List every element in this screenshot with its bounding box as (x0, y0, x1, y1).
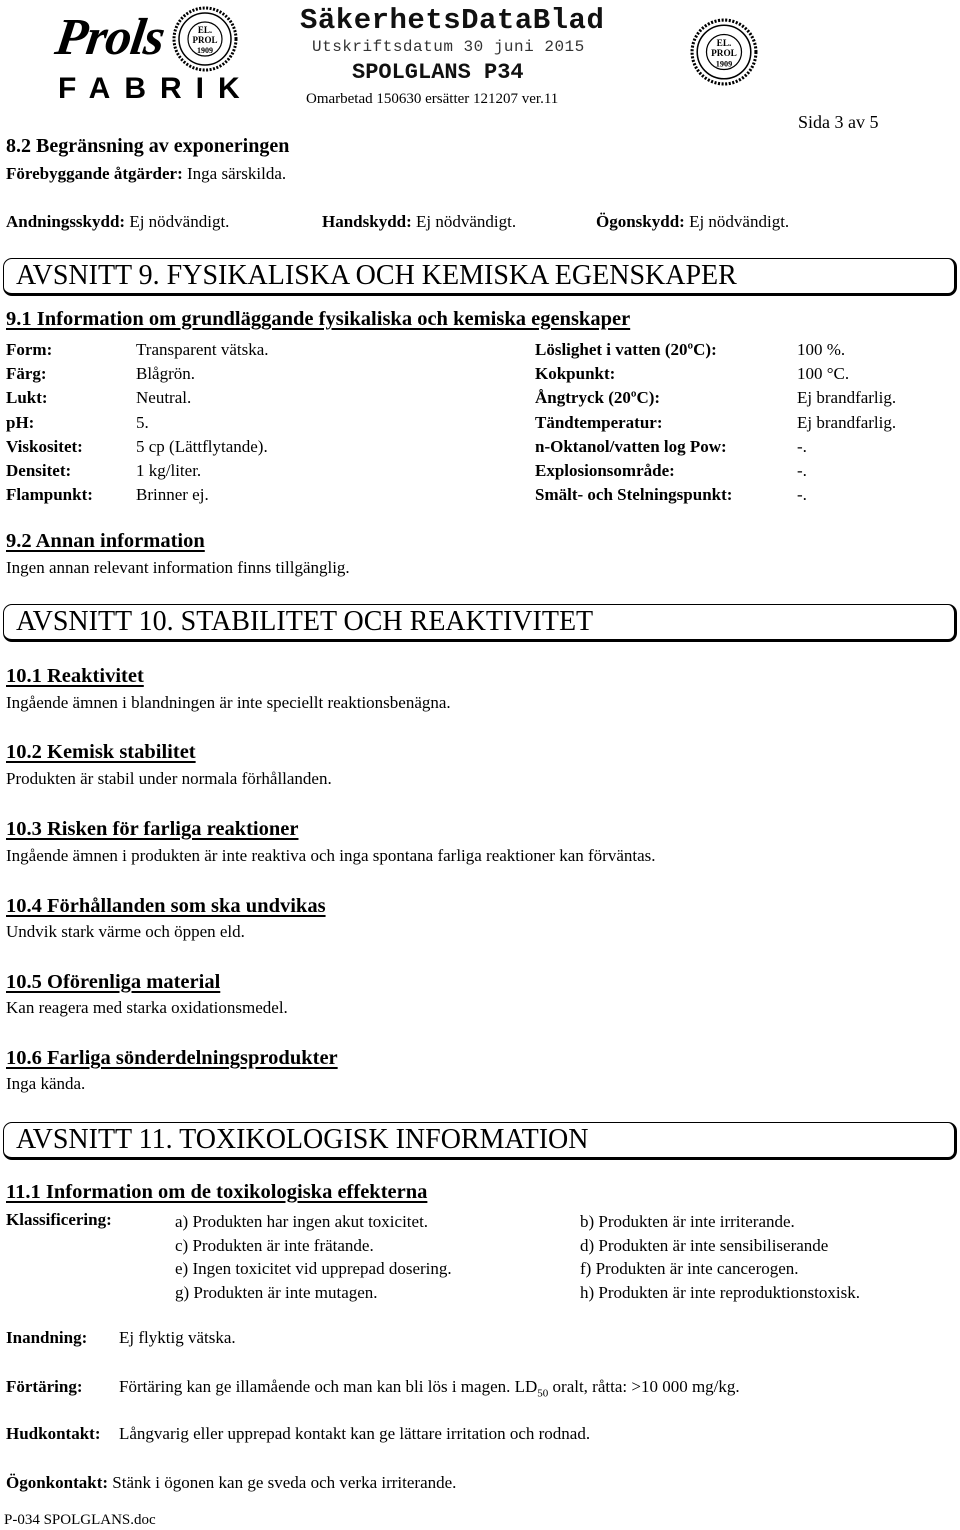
section-10-1-heading: 10.1 Reaktivitet (6, 665, 144, 687)
eye-protection-label: Ögonskydd: (596, 212, 685, 231)
document-title: SäkerhetsDataBlad (300, 4, 605, 37)
section-11-box (3, 1122, 957, 1160)
section-10-5-heading: 10.5 Oförenliga material (6, 971, 221, 993)
preventive-value: Inga särskilda. (187, 164, 287, 183)
property-row: Viskositet: 5 cp (Lättflytande). (6, 436, 268, 456)
eye-contact-value: Stänk i ögonen kan ge sveda och verka irriterande. (112, 1473, 457, 1492)
section-9-2-heading: 9.2 Annan information (6, 530, 205, 552)
classification-item: c) Produkten är inte frätande. (175, 1235, 374, 1255)
classification-item: g) Produkten är inte mutagen. (175, 1283, 378, 1303)
section-11-1-heading: 11.1 Information om de toxikologiska effekterna (6, 1181, 428, 1203)
section-9-title: AVSNITT 9. FYSIKALISKA OCH KEMISKA EGENSKAPER (16, 260, 737, 291)
seal-mid-text: PROL (711, 49, 737, 60)
hand-value: Ej nödvändigt. (416, 212, 517, 231)
property-row: Löslighet i vatten (20ºC): 100 %. (535, 340, 846, 359)
ingestion-label: Förtäring: (6, 1377, 83, 1396)
hand-protection (322, 212, 516, 232)
classification-list-left (175, 1210, 452, 1305)
preventive-measures-row (6, 164, 286, 184)
classification-item: a) Produkten har ingen akut toxicitet. (175, 1212, 429, 1231)
section-10-3-text: Ingående ämnen i produkten är inte reaktiva och inga spontana farliga reaktioner kan förväntas. (6, 846, 656, 865)
property-row: pH: 5. (6, 412, 149, 432)
eye-protection (596, 212, 789, 232)
property-row: Tändtemperatur: Ej brandfarlig. (535, 412, 897, 432)
property-row: Smält- och Stelningspunkt: -. (535, 485, 807, 505)
properties-right-column (535, 338, 955, 507)
property-row: Ångtryck (20ºC): Ej brandfarlig. (535, 388, 897, 408)
property-row: Explosionsområde: -. (535, 461, 807, 481)
company-seal-icon-right (690, 18, 758, 86)
section-10-2-text: Produkten är stabil under normala förhållanden. (6, 769, 332, 788)
classification-item: e) Ingen toxicitet vid upprepad dosering. (175, 1259, 452, 1279)
skin-contact-label: Hudkontakt: (6, 1424, 101, 1443)
section-10-6-heading: 10.6 Farliga sönderdelningsprodukter (6, 1047, 338, 1069)
property-row: Lukt: Neutral. (6, 388, 192, 408)
footer-filename: P-034 SPOLGLANS.doc (4, 1512, 156, 1528)
section-11-title: AVSNITT 11. TOXIKOLOGISK INFORMATION (16, 1124, 589, 1155)
respiratory-label: Andningsskydd: (6, 212, 126, 231)
property-row: Flampunkt: Brinner ej. (6, 485, 209, 505)
section-10-6-text: Inga kända. (6, 1074, 86, 1093)
brand-logo-script: Prols (51, 9, 168, 66)
seal-year-text: 1909 (197, 46, 213, 55)
company-seal-icon (172, 6, 238, 72)
property-row: Färg: Blågrön. (6, 364, 196, 384)
skin-contact-value: Långvarig eller upprepad kontakt kan ge lättare irritation och rodnad. (119, 1424, 591, 1443)
seal-mid-text: PROL (192, 35, 218, 45)
property-row: Form: Transparent vätska. (6, 340, 269, 359)
product-name: SPOLGLANS P34 (352, 60, 524, 85)
section-10-2-heading: 10.2 Kemisk stabilitet (6, 741, 196, 763)
skin-contact-row (6, 1424, 590, 1444)
section-10-box (3, 604, 957, 642)
revision-info: Omarbetad 150630 ersätter 121207 ver.11 (306, 91, 559, 107)
seal-top-text: EL. (716, 38, 732, 49)
section-10-1-text: Ingående ämnen i blandningen är inte speciellt reaktionsbenägna. (6, 693, 451, 712)
section-8-2-heading: 8.2 Begränsning av exponeringen (6, 135, 290, 157)
classification-item: h) Produkten är inte reproduktionstoxisk. (580, 1283, 860, 1303)
section-9-1-heading: 9.1 Information om grundläggande fysikaliska och kemiska egenskaper (6, 308, 631, 330)
preventive-label: Förebyggande åtgärder: (6, 164, 183, 183)
property-row: n-Oktanol/vatten log Pow: -. (535, 436, 807, 456)
seal-year-text: 1909 (715, 59, 733, 69)
ld50-subscript: 50 (537, 1387, 549, 1400)
print-date: Utskriftsdatum 30 juni 2015 (312, 38, 585, 56)
classification-list-right (580, 1210, 860, 1305)
section-10-3-heading: 10.3 Risken för farliga reaktioner (6, 818, 299, 840)
respiratory-protection (6, 212, 229, 232)
seal-top-text: EL. (197, 25, 213, 35)
section-10-title: AVSNITT 10. STABILITET OCH REAKTIVITET (16, 606, 594, 637)
ingestion-row (6, 1377, 740, 1399)
eye-protection-value: Ej nödvändigt. (689, 212, 790, 231)
property-row: Kokpunkt: 100 °C. (535, 364, 850, 384)
classification-item: d) Produkten är inte sensibiliserande (580, 1235, 829, 1255)
inhalation-label: Inandning: (6, 1328, 88, 1347)
ingestion-value: Förtäring kan ge illamående och man kan bli lös i magen. LD (119, 1377, 538, 1396)
classification-label: Klassificering: (6, 1210, 112, 1229)
respiratory-value: Ej nödvändigt. (129, 212, 230, 231)
properties-left-column (6, 338, 526, 507)
classification-item: f) Produkten är inte cancerogen. (580, 1259, 799, 1279)
inhalation-row (6, 1328, 236, 1348)
ingestion-value-tail: oralt, råtta: >10 000 mg/kg. (548, 1377, 740, 1396)
section-9-2-text: Ingen annan relevant information finns tillgänglig. (6, 558, 350, 577)
section-10-4-heading: 10.4 Förhållanden som ska undvikas (6, 895, 326, 917)
brand-logo-fabrik: FABRIK (58, 72, 254, 105)
page-number: Sida 3 av 5 (798, 112, 879, 132)
eye-contact-row (6, 1473, 456, 1493)
inhalation-value: Ej flyktig vätska. (119, 1328, 236, 1347)
property-row: Densitet: 1 kg/liter. (6, 461, 202, 481)
section-10-5-text: Kan reagera med starka oxidationsmedel. (6, 998, 288, 1017)
section-9-box (3, 258, 957, 296)
eye-contact-label: Ögonkontakt: (6, 1473, 109, 1492)
section-10-4-text: Undvik stark värme och öppen eld. (6, 922, 245, 941)
classification-item: b) Produkten är inte irriterande. (580, 1212, 795, 1231)
hand-label: Handskydd: (322, 212, 412, 231)
